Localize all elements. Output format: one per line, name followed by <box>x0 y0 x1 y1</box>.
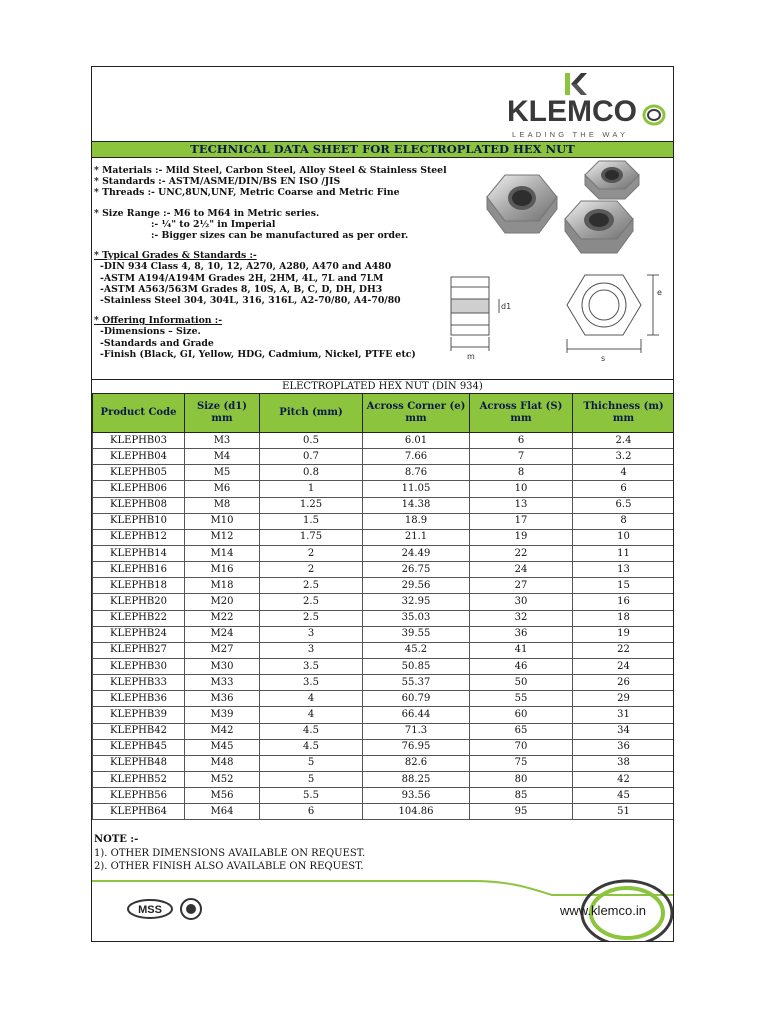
table-row <box>93 691 675 707</box>
table-cell: 93.56 <box>363 788 470 804</box>
table-cell: 3.5 <box>260 658 363 674</box>
table-cell: KLEPHB33 <box>93 675 185 691</box>
table-cell: 29 <box>573 691 675 707</box>
table-cell: KLEPHB39 <box>93 707 185 723</box>
table-cell: 50 <box>470 675 573 691</box>
table-cell: 55.37 <box>363 675 470 691</box>
table-cell: 45 <box>573 788 675 804</box>
size-bigger-line: :- Bigger sizes can be manufactured as per order. <box>151 230 409 242</box>
table-cell: 8 <box>470 465 573 481</box>
table-cell: 3 <box>260 642 363 658</box>
table-cell: KLEPHB30 <box>93 658 185 674</box>
table-cell: 2.4 <box>573 433 675 449</box>
table-cell: 42 <box>573 771 675 787</box>
table-cell: 6 <box>470 433 573 449</box>
table-cell: KLEPHB36 <box>93 691 185 707</box>
table-cell: 3.2 <box>573 449 675 465</box>
table-cell: 51 <box>573 804 675 820</box>
table-cell: 36 <box>573 739 675 755</box>
table-cell: 82.6 <box>363 755 470 771</box>
table-cell: M22 <box>185 610 260 626</box>
table-cell: 4.5 <box>260 723 363 739</box>
table-cell: KLEPHB45 <box>93 739 185 755</box>
table-row <box>93 723 675 739</box>
table-cell: M10 <box>185 513 260 529</box>
table-cell: 39.55 <box>363 626 470 642</box>
grade-line: -ASTM A194/A194M Grades 2H, 2HM, 4L, 7L and 7LM <box>100 272 384 284</box>
col-size: Size (d1) mm <box>185 394 260 433</box>
table-cell: 7.66 <box>363 449 470 465</box>
table-cell: KLEPHB03 <box>93 433 185 449</box>
table-cell: M39 <box>185 707 260 723</box>
table-row <box>93 529 675 545</box>
table-body <box>93 433 675 820</box>
table-row <box>93 675 675 691</box>
table-row <box>93 707 675 723</box>
table-cell: 13 <box>573 562 675 578</box>
table-cell: KLEPHB10 <box>93 513 185 529</box>
table-cell: M16 <box>185 562 260 578</box>
table-cell: KLEPHB12 <box>93 529 185 545</box>
table-cell: 70 <box>470 739 573 755</box>
table-cell: 32 <box>470 610 573 626</box>
table-cell: 24 <box>470 562 573 578</box>
table-cell: 50.85 <box>363 658 470 674</box>
table-cell: 1.25 <box>260 497 363 513</box>
table-cell: KLEPHB56 <box>93 788 185 804</box>
table-cell: 26.75 <box>363 562 470 578</box>
table-cell: 85 <box>470 788 573 804</box>
table-cell: 10 <box>470 481 573 497</box>
website-url[interactable]: www.klemco.in <box>560 903 646 918</box>
table-cell: 5.5 <box>260 788 363 804</box>
table-cell: KLEPHB42 <box>93 723 185 739</box>
table-cell: 19 <box>470 529 573 545</box>
table-row <box>93 771 675 787</box>
table-cell: M64 <box>185 804 260 820</box>
table-cell: 4.5 <box>260 739 363 755</box>
table-cell: 2 <box>260 562 363 578</box>
notes-heading: NOTE :- <box>94 834 139 845</box>
table-row <box>93 642 675 658</box>
m-label: m <box>467 352 475 361</box>
table-cell: KLEPHB06 <box>93 481 185 497</box>
table-cell: KLEPHB16 <box>93 562 185 578</box>
table-cell: 2.5 <box>260 610 363 626</box>
notes <box>94 833 365 874</box>
table-cell: 5 <box>260 755 363 771</box>
col-thickness: Thichness (m) mm <box>573 394 675 433</box>
table-cell: M3 <box>185 433 260 449</box>
col-pitch: Pitch (mm) <box>260 394 363 433</box>
hex-nut-photo-icon <box>477 157 662 261</box>
offering-line: -Finish (Black, GI, Yellow, HDG, Cadmium, Nickel, PTFE etc) <box>100 348 416 360</box>
table-cell: 45.2 <box>363 642 470 658</box>
table-header-row <box>93 394 675 433</box>
table-row <box>93 755 675 771</box>
table-cell: 6.01 <box>363 433 470 449</box>
table-cell: 7 <box>470 449 573 465</box>
table-cell: KLEPHB48 <box>93 755 185 771</box>
table-cell: 66.44 <box>363 707 470 723</box>
table-cell: M27 <box>185 642 260 658</box>
col-across-corner: Across Corner (e) mm <box>363 394 470 433</box>
table-cell: 18.9 <box>363 513 470 529</box>
table-cell: 21.1 <box>363 529 470 545</box>
table-cell: 36 <box>470 626 573 642</box>
table-cell: 15 <box>573 578 675 594</box>
table-row <box>93 578 675 594</box>
standards-line: * Standards :- ASTM/ASME/DIN/BS EN ISO /JIS <box>94 176 341 188</box>
sheet-title: TECHNICAL DATA SHEET FOR ELECTROPLATED HEX NUT <box>92 141 673 158</box>
table-cell: KLEPHB04 <box>93 449 185 465</box>
materials-line: * Materials :- Mild Steel, Carbon Steel, Alloy Steel & Stainless Steel <box>94 165 447 176</box>
brand-tagline: LEADING THE WAY <box>512 130 629 139</box>
table-title: ELECTROPLATED HEX NUT (DIN 934) <box>92 379 673 394</box>
table-cell: M48 <box>185 755 260 771</box>
s-label: s <box>601 354 606 363</box>
table-cell: M30 <box>185 658 260 674</box>
size-imperial-line: :- ¼" to 2½" in Imperial <box>151 218 276 230</box>
d1-label: d1 <box>501 302 512 311</box>
table-cell: 2.5 <box>260 578 363 594</box>
table-cell: 2 <box>260 545 363 561</box>
table-cell: 22 <box>470 545 573 561</box>
table-cell: M33 <box>185 675 260 691</box>
table-cell: 24 <box>573 658 675 674</box>
table-cell: 30 <box>470 594 573 610</box>
note-item: 2). OTHER FINISH ALSO AVAILABLE ON REQUEST. <box>94 861 364 872</box>
table-cell: 6 <box>260 804 363 820</box>
table-cell: 11.05 <box>363 481 470 497</box>
table-row <box>93 562 675 578</box>
table-cell: KLEPHB08 <box>93 497 185 513</box>
table-cell: KLEPHB18 <box>93 578 185 594</box>
table-cell: M8 <box>185 497 260 513</box>
table-cell: 3.5 <box>260 675 363 691</box>
table-cell: 95 <box>470 804 573 820</box>
table-cell: 24.49 <box>363 545 470 561</box>
table-cell: 2.5 <box>260 594 363 610</box>
table-cell: KLEPHB52 <box>93 771 185 787</box>
data-sheet <box>91 66 674 942</box>
table-cell: 11 <box>573 545 675 561</box>
table-cell: 60.79 <box>363 691 470 707</box>
table-cell: KLEPHB64 <box>93 804 185 820</box>
table-cell: M56 <box>185 788 260 804</box>
table-row <box>93 594 675 610</box>
table-cell: 0.7 <box>260 449 363 465</box>
table-cell: 34 <box>573 723 675 739</box>
col-product-code: Product Code <box>93 394 185 433</box>
col-across-flat: Across Flat (S) mm <box>470 394 573 433</box>
table-cell: 29.56 <box>363 578 470 594</box>
table-cell: M42 <box>185 723 260 739</box>
table-cell: 14.38 <box>363 497 470 513</box>
mss-logo-text: MSS <box>138 904 162 916</box>
table-cell: 46 <box>470 658 573 674</box>
table-cell: 0.8 <box>260 465 363 481</box>
table-cell: 27 <box>470 578 573 594</box>
table-cell: 1 <box>260 481 363 497</box>
table-cell: 31 <box>573 707 675 723</box>
table-cell: M20 <box>185 594 260 610</box>
table-cell: 8.76 <box>363 465 470 481</box>
table-cell: 16 <box>573 594 675 610</box>
table-cell: KLEPHB24 <box>93 626 185 642</box>
table-cell: 17 <box>470 513 573 529</box>
table-cell: 10 <box>573 529 675 545</box>
table-row <box>93 465 675 481</box>
threads-line: * Threads :- UNC,8UN,UNF, Metric Coarse and Metric Fine <box>94 187 400 199</box>
table-cell: 71.3 <box>363 723 470 739</box>
dimension-table <box>92 393 674 820</box>
table-cell: 8 <box>573 513 675 529</box>
table-row <box>93 433 675 449</box>
table-cell: M18 <box>185 578 260 594</box>
table-cell: 76.95 <box>363 739 470 755</box>
hex-nut-drawing-icon <box>437 263 672 368</box>
note-item: 1). OTHER DIMENSIONS AVAILABLE ON REQUEST. <box>94 847 366 859</box>
table-cell: M5 <box>185 465 260 481</box>
table-cell: M4 <box>185 449 260 465</box>
table-row <box>93 658 675 674</box>
table-cell: 88.25 <box>363 771 470 787</box>
offering-line: -Dimensions – Size. <box>100 326 201 338</box>
grade-line: -Stainless Steel 304, 304L, 316, 316L, A2-70/80, A4-70/80 <box>100 295 401 307</box>
table-cell: KLEPHB14 <box>93 545 185 561</box>
table-cell: 13 <box>470 497 573 513</box>
table-cell: 5 <box>260 771 363 787</box>
table-cell: M36 <box>185 691 260 707</box>
table-row <box>93 610 675 626</box>
table-cell: 55 <box>470 691 573 707</box>
table-row <box>93 626 675 642</box>
offering-heading: * Offering Information :- <box>94 315 223 327</box>
offering-line: -Standards and Grade <box>100 337 214 349</box>
table-cell: 38 <box>573 755 675 771</box>
table-cell: 6 <box>573 481 675 497</box>
table-cell: 6.5 <box>573 497 675 513</box>
table-cell: M12 <box>185 529 260 545</box>
grade-line: -ASTM A563/563M Grades 8, 10S, A, B, C, D, DH, DH3 <box>100 283 383 295</box>
table-row <box>93 804 675 820</box>
e-label: e <box>657 288 662 297</box>
table-cell: 18 <box>573 610 675 626</box>
table-cell: 41 <box>470 642 573 658</box>
table-cell: KLEPHB20 <box>93 594 185 610</box>
table-cell: 1.5 <box>260 513 363 529</box>
product-info <box>94 165 447 360</box>
table-cell: KLEPHB22 <box>93 610 185 626</box>
table-cell: 4 <box>260 707 363 723</box>
table-cell: M6 <box>185 481 260 497</box>
table-cell: 19 <box>573 626 675 642</box>
table-cell: 4 <box>573 465 675 481</box>
table-cell: 60 <box>470 707 573 723</box>
header <box>92 67 673 141</box>
table-row <box>93 545 675 561</box>
table-row <box>93 497 675 513</box>
table-cell: KLEPHB05 <box>93 465 185 481</box>
size-range-line: * Size Range :- M6 to M64 in Metric series. <box>94 207 320 219</box>
table-cell: 80 <box>470 771 573 787</box>
table-cell: 32.95 <box>363 594 470 610</box>
table-cell: 26 <box>573 675 675 691</box>
table-cell: 3 <box>260 626 363 642</box>
table-row <box>93 449 675 465</box>
table-cell: 4 <box>260 691 363 707</box>
brand-name: KLEMCO <box>507 95 637 128</box>
table-cell: M52 <box>185 771 260 787</box>
grade-line: -DIN 934 Class 4, 8, 10, 12, A270, A280, A470 and A480 <box>100 261 392 273</box>
table-cell: M24 <box>185 626 260 642</box>
table-cell: 65 <box>470 723 573 739</box>
table-row <box>93 481 675 497</box>
table-cell: M45 <box>185 739 260 755</box>
table-row <box>93 788 675 804</box>
table-cell: 1.75 <box>260 529 363 545</box>
table-cell: 35.03 <box>363 610 470 626</box>
table-cell: 104.86 <box>363 804 470 820</box>
table-cell: KLEPHB27 <box>93 642 185 658</box>
grades-heading: * Typical Grades & Standards :- <box>94 250 257 262</box>
table-cell: M14 <box>185 545 260 561</box>
table-cell: 0.5 <box>260 433 363 449</box>
table-row <box>93 513 675 529</box>
table-cell: 75 <box>470 755 573 771</box>
table-cell: 22 <box>573 642 675 658</box>
table-row <box>93 739 675 755</box>
